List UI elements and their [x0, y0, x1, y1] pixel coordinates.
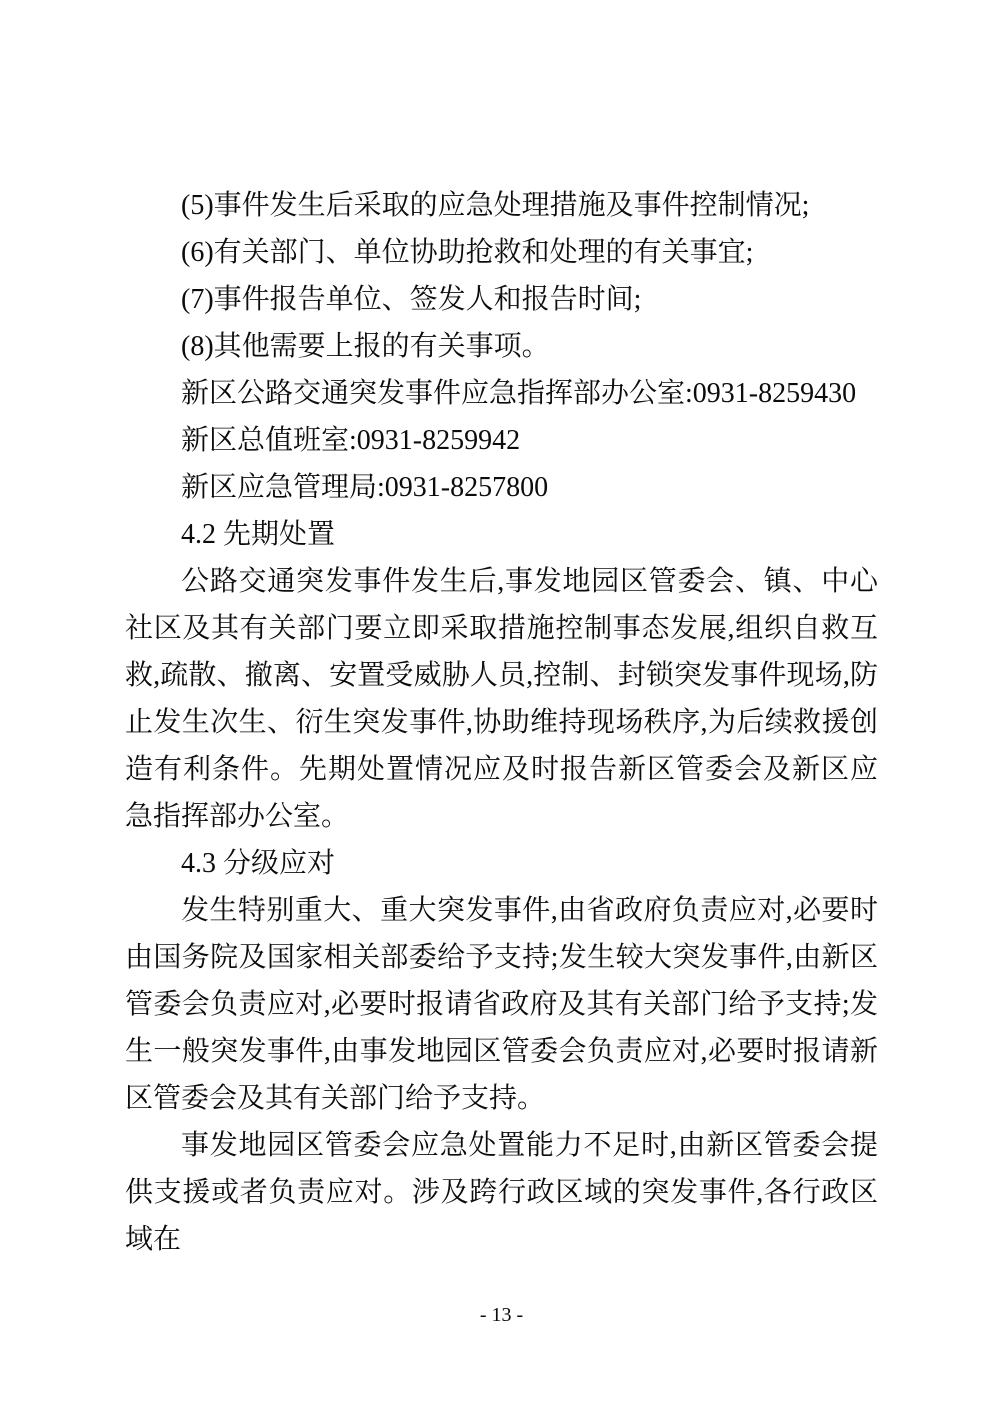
section-heading-4-3: 4.3 分级应对 [181, 848, 336, 879]
section-heading-4-2: 4.2 先期处置 [181, 519, 336, 550]
section-4-3-paragraph-2: 事发地园区管委会应急处置能力不足时,由新区管委会提供支援或者负责应对。涉及跨行政区域的突发事件,各行政区域在 [125, 1130, 878, 1255]
report-item-5: (5)事件发生后采取的应急处理措施及事件控制情况; [181, 190, 810, 221]
report-item-6: (6)有关部门、单位协助抢救和处理的有关事宜; [181, 237, 754, 268]
page-number: - 13 - [479, 1304, 524, 1326]
contact-line-emergency-bureau: 新区应急管理局:0931-8257800 [181, 472, 549, 503]
page-footer [125, 1302, 878, 1328]
contact-line-duty-room: 新区总值班室:0931-8259942 [181, 425, 521, 456]
page-content [125, 182, 878, 1263]
contact-line-command-office: 新区公路交通突发事件应急指挥部办公室:0931-8259430 [181, 378, 857, 409]
report-item-8: (8)其他需要上报的有关事项。 [181, 331, 550, 362]
report-item-7: (7)事件报告单位、签发人和报告时间; [181, 284, 642, 315]
section-4-3-paragraph-1: 发生特别重大、重大突发事件,由省政府负责应对,必要时由国务院及国家相关部委给予支持;发生较大突发事件,由新区管委会负责应对,必要时报请省政府及其有关部门给予支持;发生一般突发事件,由事发地园区管委会负责应对,必要时报请新区管委会及其有关部门给予支持。 [125, 895, 878, 1114]
section-4-2-paragraph: 公路交通突发事件发生后,事发地园区管委会、镇、中心社区及其有关部门要立即采取措施控制事态发展,组织自救互救,疏散、撤离、安置受威胁人员,控制、封锁突发事件现场,防止发生次生、衍生突发事件,协助维持现场秩序,为后续救援创造有利条件。先期处置情况应及时报告新区管委会及新区应急指挥部办公室。 [125, 566, 878, 832]
